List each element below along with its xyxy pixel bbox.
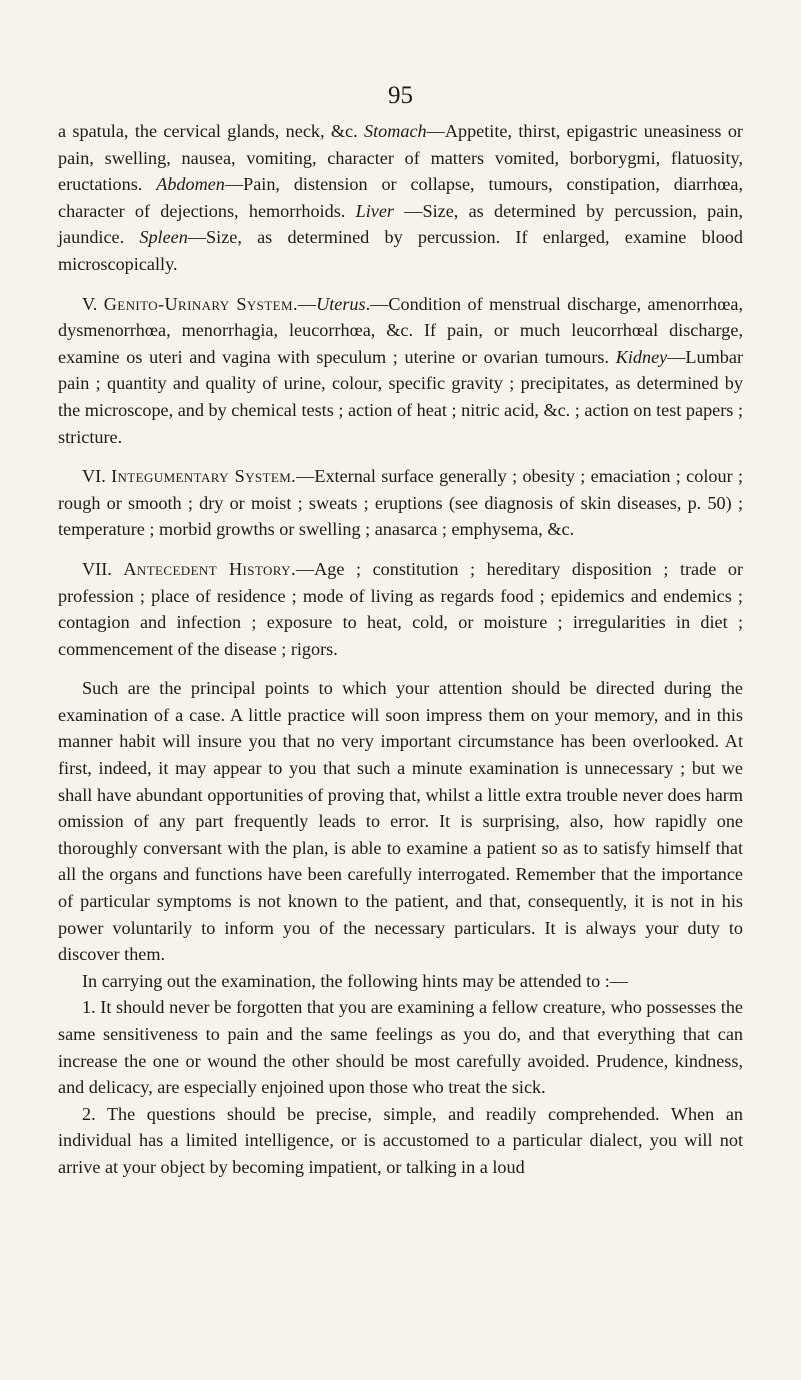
paragraph-abdominal-exam bbox=[58, 118, 743, 278]
text-segment: —Appetite, thirst, epigastric uneasiness or pain, swelling, nausea, vomiting, character of matters vomited, borborygmi, flatuosity, eructations. bbox=[58, 121, 743, 195]
heading-spleen: Spleen bbox=[139, 227, 188, 248]
section-numeral: VII. bbox=[82, 558, 124, 579]
paragraph-gap bbox=[58, 662, 743, 675]
text-segment: —External surface generally ; obesity ; emaciation ; colour ; rough or smooth ; dry or moist ; sweats ; eruptions (see diagnosis of skin diseases, p. 50) ; temperature ; morbid growths or swelling ; anasarca ; emphysema, &c. bbox=[58, 466, 743, 540]
paragraph-gap bbox=[58, 278, 743, 291]
text-segment: —Age ; constitution ; hereditary disposition ; trade or profession ; place of residence ; mode of living as regards food ; epidemics and endemics ; contagion and infection ; exposure to heat, cold, or moisture ; irregularities in diet ; commencement of the disease ; rigors. bbox=[58, 558, 744, 659]
heading-uterus: Uterus bbox=[316, 293, 366, 314]
text-segment: —Lumbar pain ; quantity and quality of urine, colour, specific gravity ; precipitates, as determined by the microscope, and by chemical tests ; action of heat ; nitric acid, &c. ; action on test papers ; stricture. bbox=[58, 346, 743, 447]
text-segment: .—Condition of menstrual discharge, amenorrhœa, dysmenorrhœa, menorrhagia, leucorrhœa, &c. If pain, or much leucorrhœal discharge, examine os uteri and vagina with speculum ; uterine or ovarian tumours. bbox=[58, 293, 743, 367]
paragraph-genito-urinary bbox=[58, 291, 743, 451]
paragraph-integumentary bbox=[58, 463, 743, 543]
text-segment: 1. It should never be forgotten that you are examining a fellow creature, who possesses the same sensitiveness to pain and the same feelings as you do, and that everything that can increase the one or wound the other should be most carefully avoided. Prudence, kindness, and delicacy, are especially enjoined upon those who treat the sick. bbox=[58, 997, 743, 1098]
section-title: Antecedent History. bbox=[123, 558, 296, 579]
paragraph-gap bbox=[58, 450, 743, 463]
section-numeral: V. bbox=[82, 293, 104, 314]
text-segment: Such are the principal points to which your attention should be directed during the examination of a case. A little practice will soon impress them on your memory, and in this manner habit will insure you that no very important circumstance has been overlooked. At first, indeed, it may appear to you that such a minute examination is unnecessary ; but we shall have abundant opportunities of proving that, whilst a little extra trouble never does harm omission of any part frequently leads to error. It is surprising, also, how rapidly one thoroughly conversant with the plan, is able to examine a patient so as to satisfy himself that all the organs and functions have been carefully interrogated. Remember that the importance of particular symptoms is not known to the patient, and that, consequently, it is not in his power voluntarily to inform you of the necessary particulars. It is always your duty to discover them. bbox=[58, 678, 743, 965]
section-title: Integumentary System. bbox=[111, 466, 297, 487]
text-segment: 2. The questions should be precise, simple, and readily comprehended. When an individual has a limited intelligence, or is accustomed to a particular dialect, you will not arrive at your object by becoming impatient, or talking in a loud bbox=[58, 1103, 743, 1177]
page-body bbox=[58, 118, 743, 1181]
heading-stomach: Stomach bbox=[364, 121, 427, 141]
section-numeral: VI. bbox=[82, 466, 112, 487]
paragraph-hints-intro bbox=[58, 968, 743, 995]
text-segment: a spatula, the cervical glands, neck, &c. bbox=[58, 121, 365, 141]
text-segment: — bbox=[297, 293, 317, 314]
text-segment: In carrying out the examination, the following hints may be attended to :— bbox=[82, 970, 628, 991]
heading-liver: Liver bbox=[355, 200, 395, 221]
text-segment: —Size, as determined by percussion. If enlarged, examine blood microscopically. bbox=[58, 227, 743, 274]
paragraph-antecedent-history bbox=[58, 556, 743, 662]
heading-abdomen: Abdomen bbox=[156, 174, 225, 195]
paragraph-hint-2 bbox=[58, 1101, 743, 1181]
heading-kidney: Kidney bbox=[615, 346, 668, 367]
paragraph-gap bbox=[58, 543, 743, 556]
section-title: Genito-Urinary System. bbox=[103, 293, 298, 314]
paragraph-principal-points bbox=[58, 675, 743, 968]
paragraph-hint-1 bbox=[58, 994, 743, 1100]
page-number: 95 bbox=[388, 82, 413, 109]
text-segment: —Pain, distension or collapse, tumours, constipation, diarrhœa, character of dejections, hemorrhoids. bbox=[58, 174, 743, 221]
text-segment: —Size, as determined by percussion, pain, jaundice. bbox=[58, 200, 743, 248]
